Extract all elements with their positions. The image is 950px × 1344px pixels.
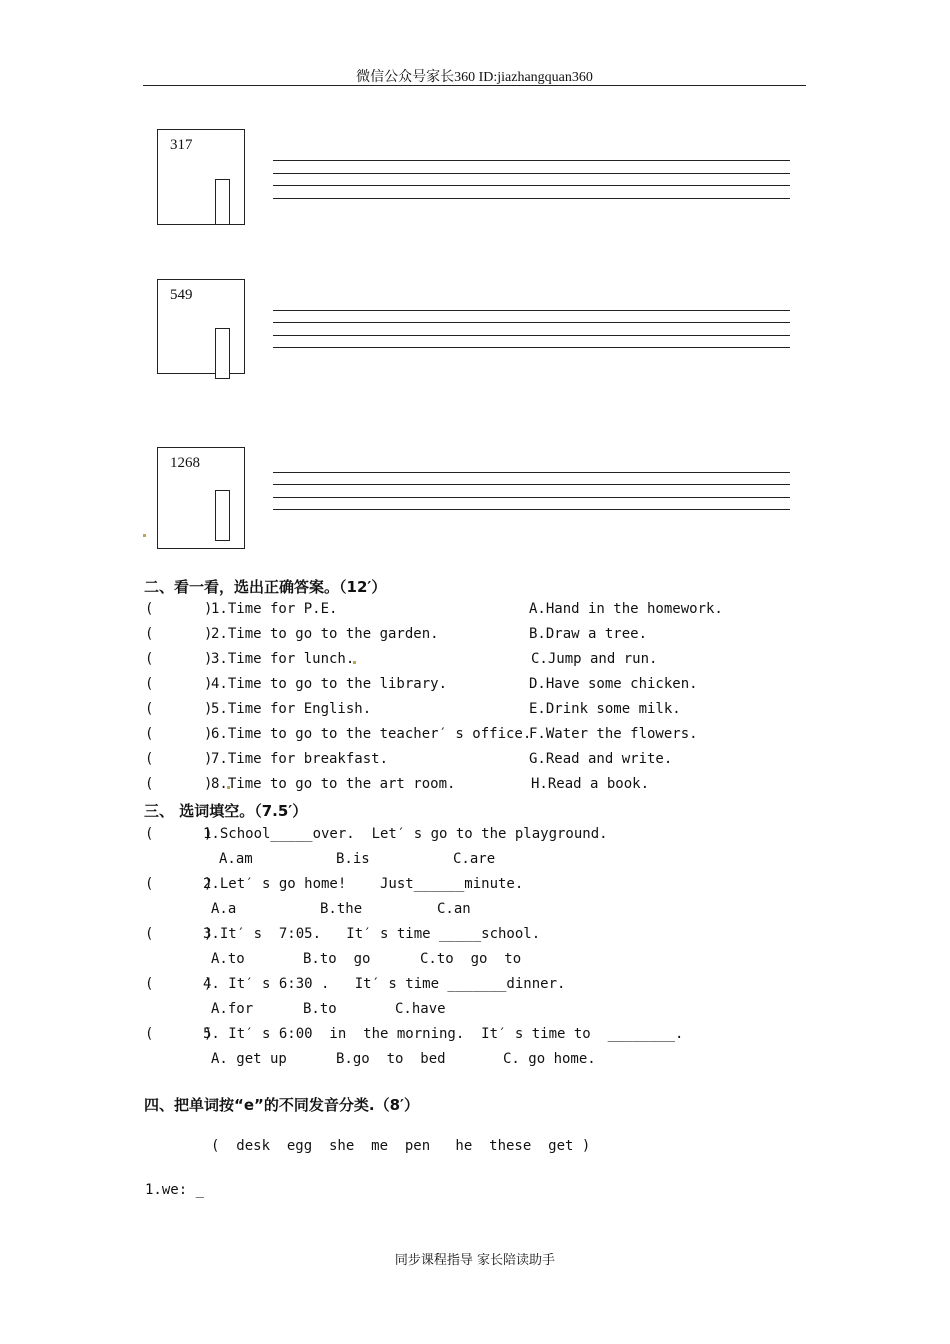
option-text: E.Drink some milk.	[529, 701, 681, 717]
answer-paren[interactable]: ( )	[145, 1026, 213, 1042]
question-text: 7.Time for breakfast.	[211, 751, 389, 767]
option-text: B.go to bed	[336, 1051, 446, 1067]
option-text: C.are	[453, 851, 496, 867]
speck	[143, 534, 146, 537]
classify-row[interactable]: 1.we: _	[145, 1182, 205, 1198]
page-header: 微信公众号家长360 ID:jiazhangquan360	[356, 70, 593, 85]
option-text: C.have	[395, 1001, 446, 1017]
clock-number: 317	[170, 137, 193, 153]
section-2-title: 二、看一看，选出正确答案。（12′）	[144, 578, 387, 596]
option-text: A.am	[219, 851, 253, 867]
answer-paren[interactable]: ( )	[145, 651, 213, 667]
answer-paren[interactable]: ( )	[145, 676, 213, 692]
answer-paren[interactable]: ( )	[145, 601, 213, 617]
section-3-title: 三、 选词填空。（7.5′）	[144, 802, 308, 820]
clock-hand-icon	[215, 490, 230, 541]
clock-box	[157, 129, 245, 225]
clock-box	[157, 447, 245, 549]
option-text: B.to go	[303, 951, 371, 967]
question-text: 1.School_____over. Let′ s go to the playground.	[203, 826, 608, 842]
option-text: C.to go to	[420, 951, 522, 967]
question-text: 3.It′ s 7:05. It′ s time _____school.	[203, 926, 541, 942]
option-text: C.Jump and run.	[531, 651, 658, 667]
header-rule	[143, 85, 806, 86]
question-text: 5. It′ s 6:00 in the morning. It′ s time to ________.	[203, 1026, 684, 1042]
question-text: 5.Time for English.	[211, 701, 372, 717]
clock-hand-icon	[215, 179, 230, 225]
option-text: A.to	[211, 951, 245, 967]
answer-paren[interactable]: ( )	[145, 776, 213, 792]
question-text: 3.Time for lunch.	[211, 651, 355, 667]
question-text: 1.Time for P.E.	[211, 601, 338, 617]
answer-paren[interactable]: ( )	[145, 926, 213, 942]
page-footer: 同步课程指导 家长陪读助手	[394, 1253, 556, 1268]
option-text: D.Have some chicken.	[529, 676, 698, 692]
question-text: 8.Time to go to the art room.	[211, 776, 456, 792]
question-text: 2.Let′ s go home! Just______minute.	[203, 876, 524, 892]
clock-box	[157, 279, 245, 374]
option-text: B.the	[320, 901, 363, 917]
option-text: C.an	[437, 901, 471, 917]
option-text: G.Read and write.	[529, 751, 673, 767]
option-text: A.Hand in the homework.	[529, 601, 723, 617]
clock-number: 1268	[170, 455, 200, 471]
answer-paren[interactable]: ( )	[145, 701, 213, 717]
answer-paren[interactable]: ( )	[145, 726, 213, 742]
option-text: B.to	[303, 1001, 337, 1017]
clock-number: 549	[170, 287, 193, 303]
question-text: 2.Time to go to the garden.	[211, 626, 439, 642]
answer-paren[interactable]: ( )	[145, 876, 213, 892]
option-text: H.Read a book.	[531, 776, 650, 792]
clock-hand-icon	[215, 328, 230, 379]
section-4-title: 四、把单词按“e”的不同发音分类.（8′）	[144, 1096, 419, 1114]
question-text: 4. It′ s 6:30 . It′ s time _______dinner.	[203, 976, 566, 992]
option-text: B.Draw a tree.	[529, 626, 648, 642]
answer-paren[interactable]: ( )	[145, 626, 213, 642]
question-text: 6.Time to go to the teacher′ s office.	[211, 726, 532, 742]
option-text: C. go home.	[503, 1051, 596, 1067]
option-text: A.a	[211, 901, 237, 917]
answer-paren[interactable]: ( )	[145, 826, 213, 842]
option-text: B.is	[336, 851, 370, 867]
option-text: A. get up	[211, 1051, 287, 1067]
option-text: A.for	[211, 1001, 254, 1017]
answer-paren[interactable]: ( )	[145, 976, 213, 992]
option-text: F.Water the flowers.	[529, 726, 698, 742]
answer-paren[interactable]: ( )	[145, 751, 213, 767]
question-text: 4.Time to go to the library.	[211, 676, 448, 692]
word-list: ( desk egg she me pen he these get )	[211, 1138, 591, 1154]
